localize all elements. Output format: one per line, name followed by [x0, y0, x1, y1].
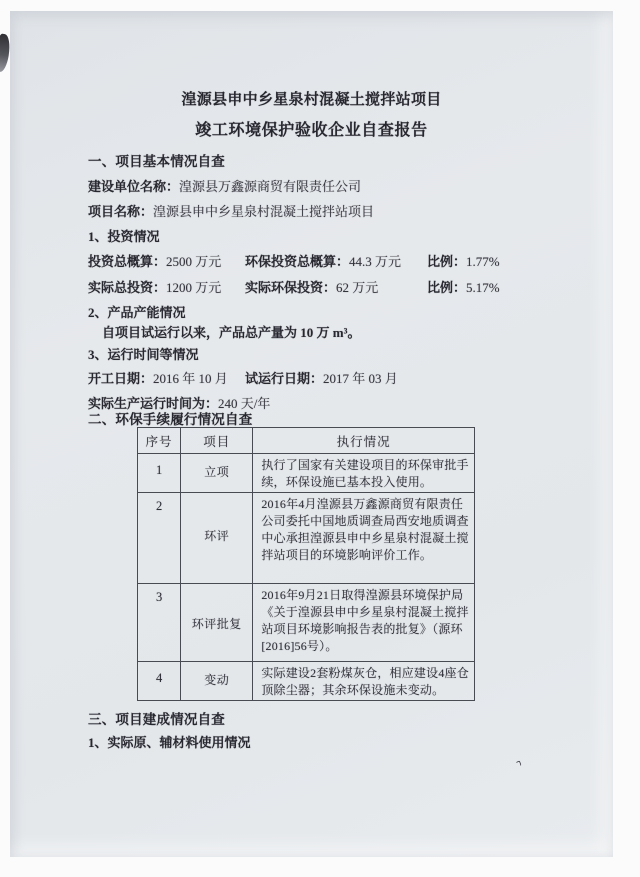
runtime-value: 240 天/年 [218, 396, 271, 411]
table-header-row [138, 428, 475, 454]
total-budget-value: 2500 万元 [166, 254, 222, 269]
capacity-text [102, 322, 360, 341]
investment-line-1 [88, 251, 500, 270]
project-name-value: 湟源县申中乡星泉村混凝土搅拌站项目 [153, 204, 375, 219]
table-row [138, 584, 475, 662]
document-subtitle: 竣工环境保护验收企业自查报告 [195, 122, 428, 139]
trial-date-field [245, 368, 398, 387]
section3-sub1-heading: 1、实际原、辅材料使用情况 [88, 735, 251, 750]
scanned-document-page [10, 11, 613, 857]
budget-ratio-value: 1.77% [466, 254, 500, 269]
budget-ratio-field [427, 251, 500, 270]
header-serial: 序号 [138, 428, 181, 454]
dates-line [88, 368, 398, 387]
builder-name-line [88, 176, 361, 195]
row4-detail: 实际建设2套粉煤灰仓，相应建设4座仓顶除尘器；其余环保设施未变动。 [253, 662, 475, 701]
investment-heading: 1、投资情况 [88, 229, 160, 244]
actual-env-investment-label: 实际环保投资： [245, 280, 337, 295]
actual-ratio-field [427, 277, 500, 296]
actual-investment-label: 实际总投资： [88, 280, 167, 295]
row1-no: 1 [138, 454, 181, 493]
actual-ratio-value: 5.17% [466, 280, 500, 295]
start-date-field [88, 368, 245, 387]
document-title: 湟源县申中乡星泉村混凝土搅拌站项目 [181, 92, 442, 108]
row3-no: 3 [138, 584, 181, 662]
header-execution: 执行情况 [253, 428, 475, 454]
project-name-line [88, 201, 374, 220]
ink-speck [515, 760, 522, 767]
actual-ratio-label: 比例： [427, 280, 467, 295]
row2-item: 环评 [181, 493, 253, 584]
procedures-table [137, 427, 475, 701]
table-row [138, 662, 475, 701]
actual-env-investment-value: 62 万元 [336, 280, 379, 295]
trial-date-label: 试运行日期： [245, 371, 324, 386]
section1-heading: 一、项目基本情况自查 [88, 154, 225, 169]
row1-item: 立项 [181, 454, 253, 493]
trial-date-value: 2017 年 03 月 [323, 371, 398, 386]
project-name-label: 项目名称： [88, 204, 154, 219]
start-date-value: 2016 年 10 月 [153, 371, 228, 386]
row4-no: 4 [138, 662, 181, 701]
env-budget-label: 环保投资总概算： [245, 254, 350, 269]
runtime-label: 实际生产运行时间为： [88, 396, 219, 411]
table-row [138, 454, 475, 493]
builder-name-label: 建设单位名称： [88, 179, 180, 194]
env-budget-value: 44.3 万元 [349, 254, 402, 269]
row1-detail: 执行了国家有关建设项目的环保审批手续，环保设施已基本投入使用。 [253, 454, 475, 493]
investment-line-2 [88, 277, 500, 296]
table-row [138, 493, 475, 584]
actual-investment-value: 1200 万元 [166, 280, 222, 295]
row2-no: 2 [138, 493, 181, 584]
env-budget-field [245, 251, 427, 270]
row2-detail: 2016年4月湟源县万鑫源商贸有限责任公司委托中国地质调查局西安地质调查中心承担湟源县申中乡星泉村混凝土搅拌站项目的环境影响评价工作。 [253, 493, 475, 584]
actual-env-investment-field [245, 277, 427, 296]
start-date-label: 开工日期： [88, 371, 154, 386]
row3-item: 环评批复 [181, 584, 253, 662]
budget-ratio-label: 比例： [427, 254, 467, 269]
builder-name-value: 湟源县万鑫源商贸有限责任公司 [179, 179, 362, 194]
actual-investment-field [88, 277, 245, 296]
total-budget-field [88, 251, 245, 270]
capacity-heading: 2、产品产能情况 [88, 305, 186, 320]
row4-item: 变动 [181, 662, 253, 701]
section2-heading: 二、环保手续履行情况自查 [88, 412, 253, 427]
total-budget-label: 投资总概算： [88, 254, 167, 269]
row3-detail: 2016年9月21日取得湟源县环境保护局《关于湟源县申中乡星泉村混凝土搅拌站项目环境影响报告表的批复》（源环[2016]56号）。 [253, 584, 475, 662]
section3-heading: 三、项目建成情况自查 [88, 712, 225, 727]
operation-heading: 3、运行时间等情况 [88, 347, 199, 362]
header-item: 项目 [181, 428, 253, 454]
capacity-text-value: 自项目试运行以来，产品总产量为 10 万 m³。 [102, 325, 361, 340]
